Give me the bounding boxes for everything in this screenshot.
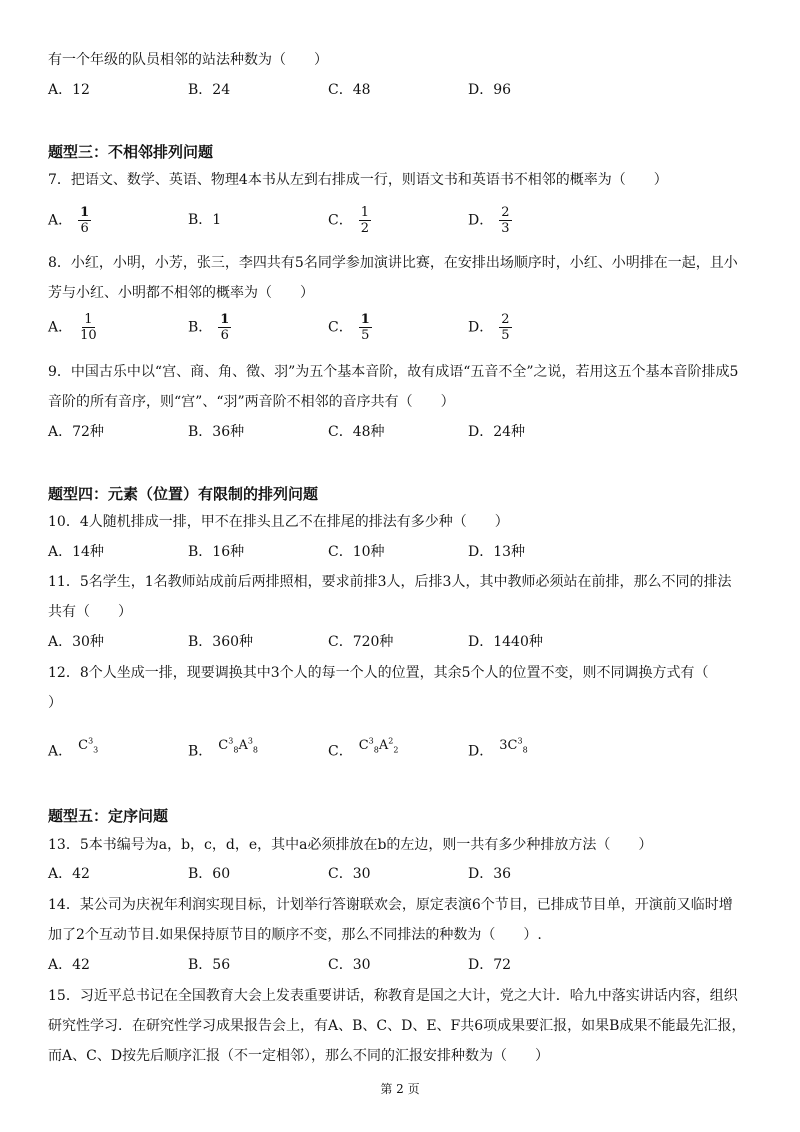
q6-stem: 有一个年级的队员相邻的站法种数为（ ） xyxy=(48,52,328,68)
q7-option-b: B．1 xyxy=(188,212,222,228)
option-label: C． xyxy=(328,743,353,760)
q14-stem-line-2: 加了2个互动节目.如果保持原节目的顺序不变，那么不同排法的种数为（ ）. xyxy=(48,927,542,943)
option-label: C． xyxy=(328,212,353,229)
q15-stem-line-3: 而A、C、D按先后顺序汇报（不一定相邻），那么不同的汇报安排种数为（ ） xyxy=(48,1048,550,1064)
section-title-5: 题型五：定序问题 xyxy=(48,807,169,825)
q14-option-c: C．30 xyxy=(328,957,371,973)
q10-option-a: A．14种 xyxy=(48,544,104,560)
combination-expression: $C^3_8A^2_2$ xyxy=(358,737,399,755)
q13-option-c: C．30 xyxy=(328,866,371,882)
section-title-4: 题型四：元素（位置）有限制的排列问题 xyxy=(48,485,319,503)
q13-stem: 13．5本书编号为a，b，c，d，e，其中a必须排放在b的左边，则一共有多少种排放方法（ ） xyxy=(48,837,653,853)
q9-stem-line-2: 音阶的所有音序，则“宫”、“羽”两音阶不相邻的音序共有（ ） xyxy=(48,394,455,410)
option-label: B． xyxy=(188,319,213,336)
fraction xyxy=(78,205,91,236)
q15-stem-line-2: 研究性学习．在研究性学习成果报告会上，有A、B、C、D、E、F共6项成果要汇报，如果B成果不能最先汇报， xyxy=(48,1018,746,1034)
q6-option-b: B．24 xyxy=(188,82,231,98)
numerator: 1 xyxy=(360,205,369,220)
q6-option-c: C．48 xyxy=(328,82,371,98)
q9-option-c: C．48种 xyxy=(328,424,385,440)
q10-option-d: D．13种 xyxy=(468,544,526,560)
q11-option-d: D．1440种 xyxy=(468,634,543,650)
q9-option-b: B．36种 xyxy=(188,424,245,440)
numerator: 1 xyxy=(220,312,230,327)
q15-stem-line-1: 15．习近平总书记在全国教育大会上发表重要讲话，称教育是国之大计，党之大计．哈九中落实讲话内容，组织 xyxy=(48,988,738,1004)
q7-stem: 7．把语文、数学、英语、物理4本书从左到右排成一行，则语文书和英语书不相邻的概率为（ ） xyxy=(48,172,668,188)
q7-option-a xyxy=(48,205,91,236)
fraction xyxy=(218,312,231,343)
numerator: 1 xyxy=(80,205,90,220)
fraction xyxy=(499,205,511,236)
q12-stem-line-1: 12．8个人坐成一排，现要调换其中3个人的每一个人的位置，其余5个人的位置不变，则不同调换方式有（ xyxy=(48,665,709,681)
q14-option-b: B．56 xyxy=(188,957,231,973)
q9-stem-line-1: 9．中国古乐中以“宫、商、角、徵、羽”为五个基本音阶，故有成语“五音不全”之说，若用这五个基本音阶排成5 xyxy=(48,364,739,380)
fraction xyxy=(78,312,99,343)
q12-stem-line-2: ） xyxy=(48,695,62,711)
fraction xyxy=(499,312,511,343)
q8-option-d xyxy=(468,312,512,343)
numerator: 2 xyxy=(501,312,510,327)
denominator: 3 xyxy=(501,221,510,236)
numerator: 1 xyxy=(360,312,370,327)
option-label: D． xyxy=(468,319,494,336)
q13-option-d: D．36 xyxy=(468,866,512,882)
page-number: 第 2 页 xyxy=(380,1082,420,1096)
fraction xyxy=(359,312,372,343)
q9-option-a: A．72种 xyxy=(48,424,104,440)
numerator: 1 xyxy=(84,312,93,327)
q11-option-c: C．720种 xyxy=(328,634,394,650)
denominator: 5 xyxy=(501,328,510,343)
q11-stem-line-1: 11．5名学生，1名教师站成前后两排照相，要求前排3人，后排3人，其中教师必须站在前排，那么不同的排法 xyxy=(48,574,732,590)
option-label: D． xyxy=(468,212,494,229)
q6-option-d: D．96 xyxy=(468,82,512,98)
option-label: C． xyxy=(328,319,353,336)
q8-option-c xyxy=(328,312,372,343)
option-label: A． xyxy=(48,212,73,229)
q12-option-d xyxy=(468,732,528,761)
option-label: A． xyxy=(48,319,73,336)
q10-option-b: B．16种 xyxy=(188,544,245,560)
q8-option-a xyxy=(48,312,99,343)
combination-expression: $C^3_8A^3_8$ xyxy=(218,737,259,755)
q11-option-a: A．30种 xyxy=(48,634,104,650)
q8-stem-line-2: 芳与小红、小明都不相邻的概率为（ ） xyxy=(48,285,314,301)
q8-option-b xyxy=(188,312,231,343)
option-label: A． xyxy=(48,743,73,760)
q8-stem-line-1: 8．小红，小明，小芳，张三，李四共有5名同学参加演讲比赛，在安排出场顺序时，小红、小明排在一起，且小 xyxy=(48,255,738,271)
denominator: 5 xyxy=(361,328,370,343)
option-label: D． xyxy=(468,743,494,760)
q12-option-a xyxy=(48,732,98,761)
option-label: B． xyxy=(188,743,213,760)
q14-stem-line-1: 14．某公司为庆祝年利润实现目标，计划举行答谢联欢会，原定表演6个节目，已排成节目单，开演前又临时增 xyxy=(48,897,733,913)
q11-option-b: B．360种 xyxy=(188,634,254,650)
q7-option-c xyxy=(328,205,371,236)
combination-expression: $3C^3_8$ xyxy=(499,737,528,755)
q7-option-d xyxy=(468,205,512,236)
q9-option-d: D．24种 xyxy=(468,424,526,440)
q12-option-b xyxy=(188,732,258,761)
q14-option-a: A．42 xyxy=(48,957,90,973)
q10-option-c: C．10种 xyxy=(328,544,385,560)
q13-option-a: A．42 xyxy=(48,866,90,882)
q12-option-c xyxy=(328,732,398,761)
q6-option-a: A．12 xyxy=(48,82,90,98)
combination-expression: $C^3_3$ xyxy=(78,737,99,755)
denominator: 6 xyxy=(220,328,229,343)
q13-option-b: B．60 xyxy=(188,866,231,882)
denominator: 10 xyxy=(80,328,97,343)
denominator: 6 xyxy=(80,221,89,236)
q10-stem: 10．4人随机排成一排，甲不在排头且乙不在排尾的排法有多少种（ ） xyxy=(48,514,509,530)
fraction xyxy=(359,205,371,236)
q11-stem-line-2: 共有（ ） xyxy=(48,604,132,620)
denominator: 2 xyxy=(360,221,369,236)
section-title-3: 题型三：不相邻排列问题 xyxy=(48,143,214,161)
q14-option-d: D．72 xyxy=(468,957,512,973)
numerator: 2 xyxy=(501,205,510,220)
